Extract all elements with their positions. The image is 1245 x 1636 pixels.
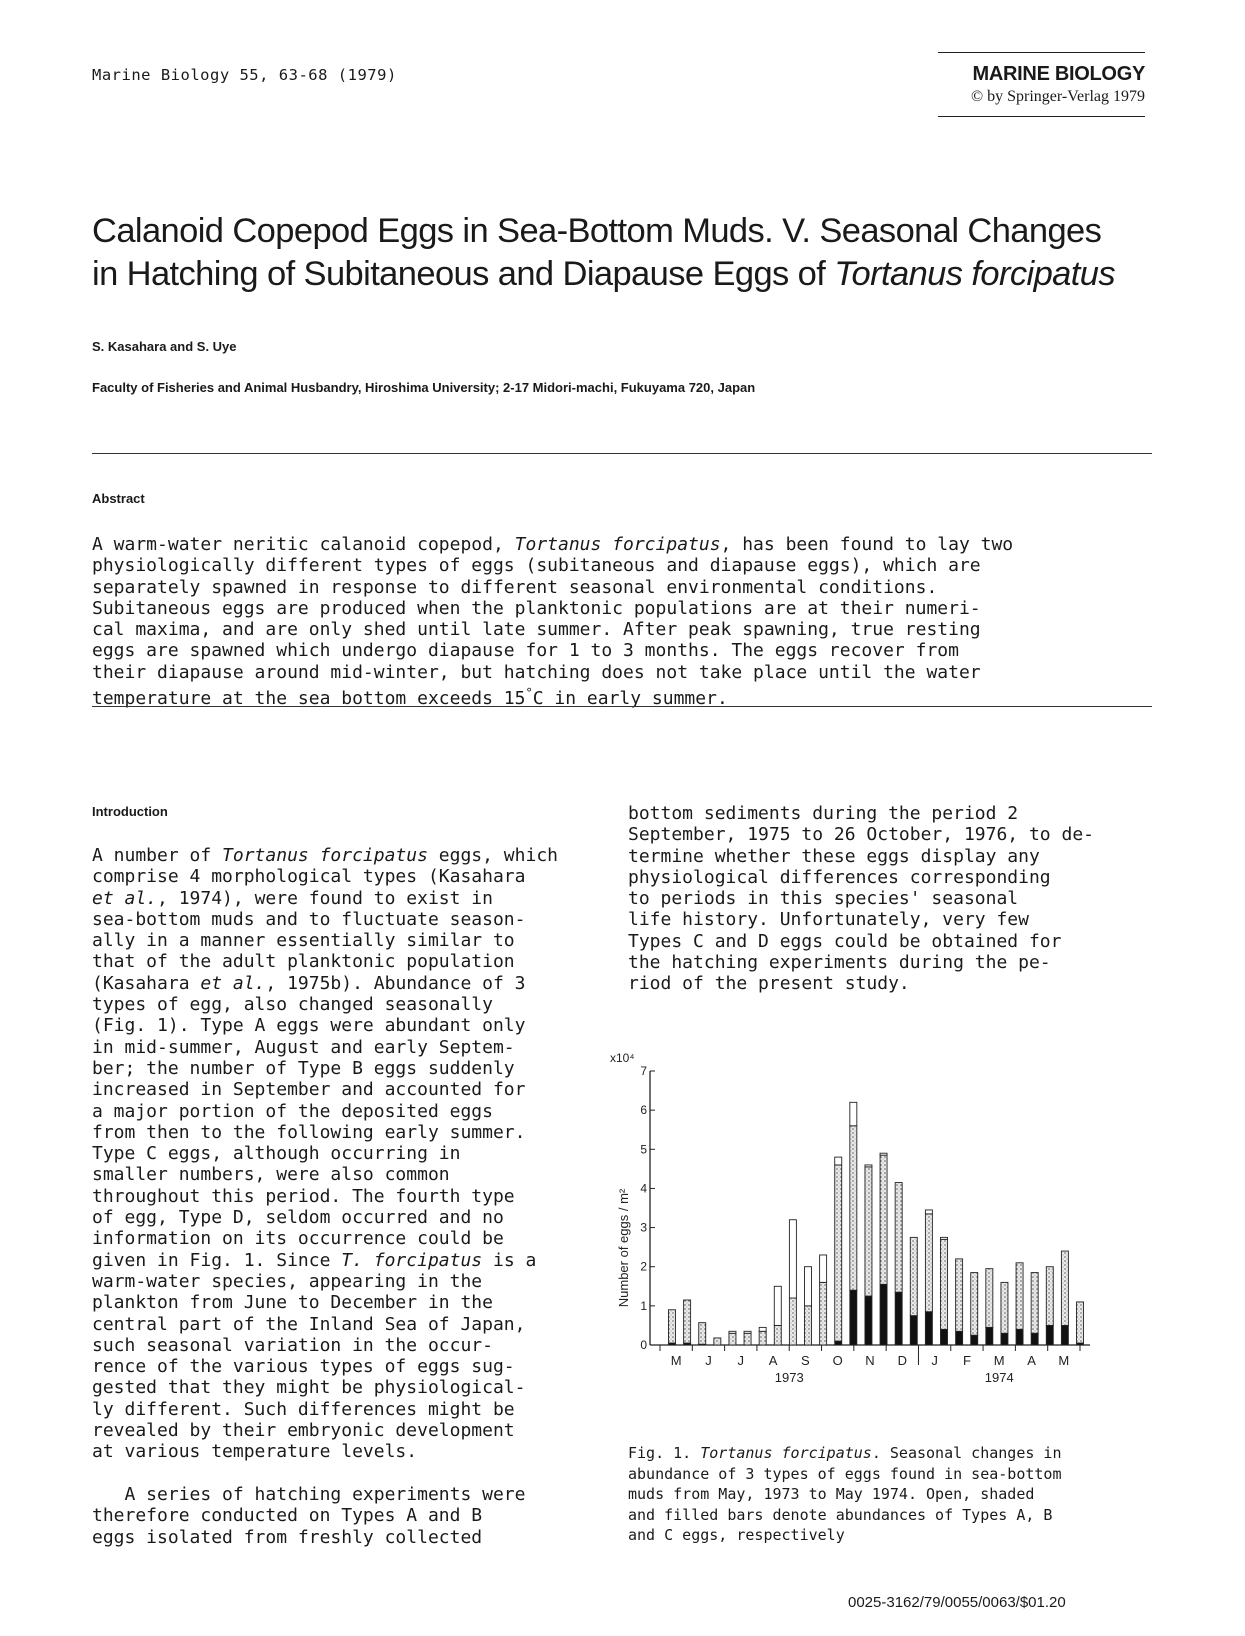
top-rule — [938, 52, 1145, 53]
line-text: A series of hatching experiments were — [92, 1484, 526, 1505]
bar-type-b — [910, 1237, 917, 1315]
line-text: and filled bars denote abundances of Types A, B — [628, 1505, 1053, 1524]
title-line-2 — [92, 253, 1172, 296]
line-text: eggs, which — [427, 845, 558, 866]
text-line — [92, 1527, 525, 1548]
bar-type-b — [941, 1239, 948, 1329]
line-text: ally in a manner essentially similar to — [92, 930, 515, 952]
bar-type-c — [865, 1296, 872, 1345]
bar-type-b — [1001, 1282, 1008, 1333]
text-line — [92, 1143, 558, 1164]
y-tick-label: 6 — [640, 1103, 647, 1118]
bar-type-b — [774, 1325, 781, 1345]
text-line — [92, 909, 558, 930]
bar-type-b — [759, 1331, 766, 1345]
bar-type-b — [956, 1259, 963, 1331]
line-text: Types C and D eggs could be obtained for — [628, 930, 1062, 952]
bar-type-a — [729, 1331, 736, 1333]
text-line — [92, 534, 1172, 555]
bar-type-b — [684, 1300, 691, 1343]
bar-type-a — [941, 1237, 948, 1239]
line-text: warm-water species, appearing in the — [92, 1270, 483, 1292]
month-label: D — [897, 1353, 908, 1368]
title-line-2-text: in Hatching of Subitaneous and Diapause Eggs of — [92, 255, 835, 293]
line-text: the hatching experiments during the pe- — [628, 952, 1051, 974]
text-line — [92, 1292, 558, 1313]
text-line — [92, 994, 558, 1015]
authors: S. Kasahara and S. Uye — [92, 339, 237, 354]
bar-type-b — [1046, 1267, 1053, 1326]
text-line — [92, 662, 1172, 683]
text-line — [92, 866, 558, 887]
month-label: O — [832, 1353, 843, 1368]
text-line — [92, 1399, 558, 1420]
bar-type-b — [1031, 1273, 1038, 1334]
line-text: termine whether these eggs display any — [628, 845, 1040, 867]
affiliation: Faculty of Fisheries and Animal Husbandry, Hiroshima University; 2-17 Midori-machi, Fukuyama 720, Japan — [92, 380, 756, 395]
text-line — [628, 1505, 1062, 1526]
introduction-para-2 — [92, 1484, 525, 1548]
bar-type-c — [835, 1341, 842, 1345]
line-text: increased in September and accounted for — [92, 1079, 526, 1101]
line-text: of egg, Type D, seldom occurred and no — [92, 1207, 504, 1229]
bar-type-c — [941, 1329, 948, 1345]
bar-type-c — [880, 1284, 887, 1345]
text-line — [92, 1058, 558, 1079]
text-line — [628, 952, 1094, 973]
copyright: © by Springer-Verlag 1979 — [970, 88, 1145, 105]
text-line — [628, 931, 1094, 952]
line-text: that of the adult planktonic population — [92, 951, 515, 973]
text-line — [92, 619, 1172, 640]
text-line — [92, 1441, 558, 1462]
line-text: comprise 4 morphological types (Kasahara — [92, 866, 526, 888]
text-line — [92, 1079, 558, 1100]
text-line — [92, 1122, 558, 1143]
line-text: life history. Unfortunately, very few — [628, 909, 1029, 931]
abstract-body — [92, 534, 1172, 709]
line-text: (Kasahara — [92, 972, 201, 994]
line-text: such seasonal variation in the occur- — [92, 1334, 493, 1356]
italic-text: Tortanus forcipatus — [222, 845, 428, 866]
introduction-heading: Introduction — [92, 804, 168, 819]
bar-type-b — [971, 1273, 978, 1336]
text-line — [92, 1356, 558, 1377]
line-text: gested that they might be physiological- — [92, 1377, 526, 1399]
month-label: J — [705, 1353, 712, 1368]
divider-bottom — [92, 706, 1152, 707]
y-tick-label: 5 — [640, 1142, 647, 1157]
text-line — [628, 867, 1094, 888]
line-text: rence of the various types of eggs sug- — [92, 1356, 515, 1378]
line-text: Fig. 1. — [628, 1444, 701, 1462]
month-label: J — [931, 1353, 938, 1368]
text-line — [92, 577, 1172, 598]
line-text: physiologically different types of eggs (subitaneous and diapause eggs), which are — [92, 555, 981, 577]
bar-type-a — [925, 1210, 932, 1214]
text-line — [628, 824, 1094, 845]
bar-type-a — [759, 1327, 766, 1331]
text-line — [92, 845, 558, 866]
line-text: C in early summer. — [532, 688, 728, 710]
line-text: eggs are spawned which undergo diapause for 1 to 3 months. The eggs recover from — [92, 640, 959, 662]
month-label: A — [1027, 1353, 1036, 1368]
text-line — [628, 1525, 1062, 1546]
bar-type-b — [850, 1126, 857, 1290]
text-line — [92, 1037, 558, 1058]
bar-type-a — [805, 1267, 812, 1306]
text-line — [92, 1484, 525, 1505]
line-text: cal maxima, and are only shed until late summer. After peak spawning, true resting — [92, 619, 981, 641]
text-line — [92, 1101, 558, 1122]
text-line — [628, 846, 1094, 867]
text-line — [92, 1271, 558, 1292]
bar-type-c — [1031, 1333, 1038, 1345]
bar-type-b — [880, 1155, 887, 1284]
text-line — [92, 555, 1172, 576]
italic-text: T. forcipatus — [341, 1249, 483, 1271]
bar-type-a — [835, 1157, 842, 1165]
line-text: from then to the following early summer. — [92, 1121, 526, 1143]
bar-type-a — [850, 1102, 857, 1125]
line-text: eggs isolated from freshly collected — [92, 1526, 483, 1548]
line-text: , 1975b). Abundance of 3 — [265, 972, 526, 994]
line-text: September, 1975 to 26 October, 1976, to de- — [628, 824, 1094, 846]
line-text: sea-bottom muds and to fluctuate season- — [92, 908, 526, 930]
y-axis-label: Number of eggs / m² — [616, 1188, 631, 1308]
bar-type-b — [925, 1214, 932, 1312]
bar-type-c — [1016, 1329, 1023, 1345]
bar-type-c — [925, 1312, 932, 1345]
text-line — [92, 1207, 558, 1228]
month-label: N — [865, 1353, 875, 1368]
text-line — [92, 640, 1172, 661]
bar-type-b — [1061, 1251, 1068, 1325]
bar-type-b — [699, 1323, 706, 1345]
text-line — [92, 1314, 558, 1335]
bar-type-b — [789, 1298, 796, 1345]
text-line — [92, 1335, 558, 1356]
line-text: , 1974), were found to exist in — [157, 887, 493, 909]
line-text: Subitaneous eggs are produced when the planktonic populations are at their numeri- — [92, 597, 981, 619]
bar-type-b — [729, 1333, 736, 1345]
y-scale-label: x10⁴ — [610, 1051, 635, 1065]
month-label: F — [962, 1353, 971, 1368]
line-text: central part of the Inland Sea of Japan, — [92, 1313, 526, 1335]
bar-type-b — [986, 1269, 993, 1328]
y-tick-label: 1 — [640, 1298, 647, 1313]
bar-type-c — [910, 1316, 917, 1345]
journal-name: MARINE BIOLOGY — [972, 63, 1145, 85]
text-line — [628, 803, 1094, 824]
y-tick-label: 7 — [640, 1064, 647, 1078]
bar-type-a — [774, 1286, 781, 1325]
line-text: physiological differences corresponding — [628, 866, 1051, 888]
y-tick-label: 2 — [640, 1259, 647, 1274]
bar-type-a — [880, 1153, 887, 1155]
title-species: Tortanus forcipatus — [834, 255, 1115, 293]
bar-type-c — [956, 1331, 963, 1345]
introduction-right-column — [628, 803, 1094, 995]
text-line — [92, 1377, 558, 1398]
bar-type-a — [789, 1220, 796, 1298]
bar-type-c — [986, 1327, 993, 1345]
month-label: M — [993, 1353, 1005, 1368]
line-text: revealed by their embryonic development — [92, 1420, 515, 1442]
italic-text: et al. — [92, 887, 158, 909]
line-text: abundance of 3 types of eggs found in sea-bottom — [628, 1464, 1062, 1483]
line-text: riod of the present study. — [628, 973, 910, 995]
bar-type-a — [820, 1255, 827, 1282]
bar-type-b — [1016, 1263, 1023, 1330]
line-text: (Fig. 1). Type A eggs were abundant only — [92, 1015, 526, 1037]
article-title — [92, 210, 1172, 296]
bar-type-b — [669, 1310, 676, 1343]
text-line — [92, 1164, 558, 1185]
line-text: types of egg, also changed seasonally — [92, 994, 493, 1016]
bar-type-a — [865, 1165, 872, 1167]
divider-top — [92, 453, 1152, 454]
line-text: temperature at the sea bottom exceeds 15 — [92, 688, 526, 710]
text-line — [628, 909, 1094, 930]
text-line — [92, 951, 558, 972]
italic-text: Tortanus forcipatus — [700, 1444, 872, 1462]
line-text: A number of — [92, 845, 223, 866]
introduction-para-1 — [92, 845, 558, 1463]
bar-type-c — [971, 1335, 978, 1345]
journal-citation: Marine Biology 55, 63-68 (1979) — [92, 66, 397, 84]
bar-type-b — [805, 1306, 812, 1345]
line-text: smaller numbers, were also common — [92, 1164, 450, 1186]
text-line — [92, 1228, 558, 1249]
bar-type-b — [895, 1183, 902, 1293]
bar-type-c — [1061, 1325, 1068, 1345]
bar-type-b — [1077, 1302, 1084, 1343]
text-line — [92, 973, 558, 994]
bar-type-b — [865, 1167, 872, 1296]
line-text: at various temperature levels. — [92, 1441, 418, 1463]
bar-type-c — [895, 1292, 902, 1345]
bar-type-a — [744, 1331, 751, 1333]
figure-1-caption — [628, 1443, 1062, 1546]
line-text: plankton from June to December in the — [92, 1292, 493, 1314]
text-line — [92, 1015, 558, 1036]
text-line — [628, 1464, 1062, 1485]
doi-code: 0025-3162/79/0055/0063/$01.20 — [848, 1594, 1066, 1611]
title-line-1: Calanoid Copepod Eggs in Sea-Bottom Muds. V. Seasonal Changes — [92, 212, 1102, 250]
bar-type-b — [835, 1165, 842, 1341]
text-line — [628, 1443, 1062, 1464]
line-text: throughout this period. The fourth type — [92, 1185, 515, 1207]
line-text: ly different. Such differences might be — [92, 1398, 515, 1420]
text-line — [92, 888, 558, 909]
line-text: and C eggs, respectively — [628, 1526, 845, 1544]
text-line — [628, 888, 1094, 909]
bar-type-c — [850, 1290, 857, 1345]
text-line — [92, 1420, 558, 1441]
line-text: is a — [482, 1249, 537, 1271]
italic-text: et al. — [200, 972, 266, 994]
line-text: to periods in this species' seasonal — [628, 888, 1019, 910]
y-tick-label: 3 — [640, 1220, 647, 1235]
text-line — [92, 598, 1172, 619]
line-text: muds from May, 1973 to May 1974. Open, shaded — [628, 1485, 1035, 1503]
text-line — [628, 1484, 1062, 1505]
month-label: J — [737, 1353, 745, 1368]
text-line — [628, 973, 1094, 994]
line-text: their diapause around mid-winter, but hatching does not take place until the water — [92, 661, 981, 683]
line-text: information on its occurrence could be — [92, 1228, 504, 1250]
line-text: ber; the number of Type B eggs suddenly — [92, 1057, 515, 1079]
month-label: M — [1058, 1353, 1070, 1368]
y-tick-label: 4 — [640, 1181, 647, 1196]
line-text: given in Fig. 1. Since — [92, 1249, 342, 1271]
bottom-rule — [938, 116, 1145, 117]
line-text: bottom sediments during the period 2 — [628, 803, 1019, 824]
figure-1-chart — [610, 1051, 1120, 1428]
bar-type-c — [1001, 1333, 1008, 1345]
bar-type-c — [1046, 1325, 1053, 1345]
line-text: separately spawned in response to different seasonal environmental conditions. — [92, 576, 938, 598]
y-tick-label: 0 — [640, 1338, 647, 1352]
line-text: , has been found to lay two — [720, 534, 1014, 555]
italic-text: ° — [525, 686, 533, 701]
line-text: therefore conducted on Types A and B — [92, 1505, 483, 1527]
bar-type-b — [820, 1282, 827, 1345]
line-text: a major portion of the deposited eggs — [92, 1100, 493, 1122]
bar-type-b — [714, 1338, 721, 1345]
month-label: A — [768, 1353, 778, 1368]
line-text: A warm-water neritic calanoid copepod, — [92, 534, 515, 555]
line-text: . Seasonal changes in — [871, 1444, 1062, 1462]
month-label: M — [670, 1353, 682, 1368]
italic-text: Tortanus forcipatus — [514, 534, 721, 555]
bar-type-b — [744, 1333, 751, 1345]
abstract-heading: Abstract — [92, 491, 145, 506]
text-line — [92, 1250, 558, 1271]
text-line — [92, 1505, 525, 1526]
text-line — [92, 930, 558, 951]
journal-box — [938, 52, 1145, 117]
line-text: Type C eggs, although occurring in — [92, 1143, 461, 1165]
line-text: in mid-summer, August and early Septem- — [92, 1036, 515, 1058]
month-label: S — [801, 1353, 810, 1368]
year-label-1974: 1974 — [984, 1370, 1014, 1385]
year-label-1973: 1973 — [774, 1370, 804, 1385]
text-line — [92, 1186, 558, 1207]
